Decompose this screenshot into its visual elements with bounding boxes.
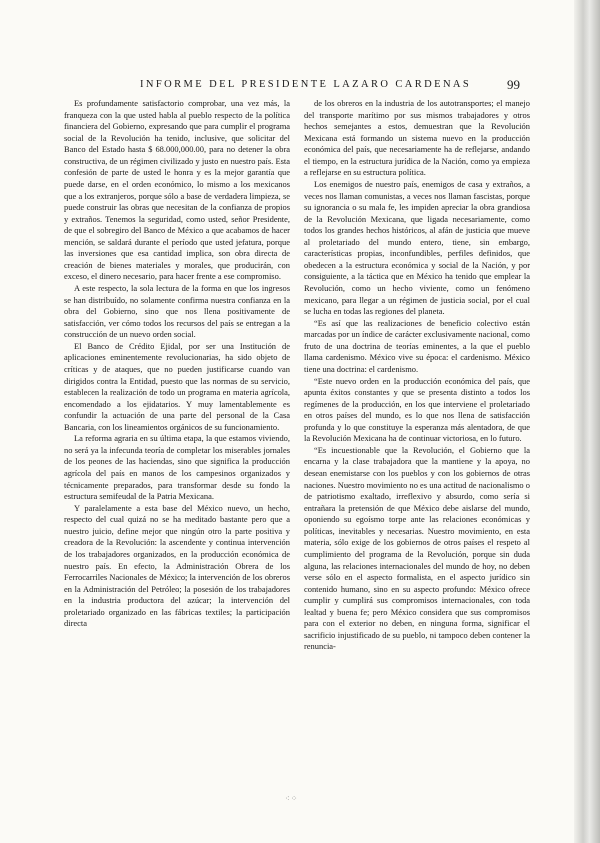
paragraph: “Es incuestionable que la Revolución, el Gobierno que la encarna y la clase trabajadora que la mantiene y la apoya, no desean enemistarse con los pueblos y con los gobiernos de otras naciones. Nuestro movimiento no es una actitud de nacionalismo o de patriotismo exaltado, irreflexivo y absurdo, como sería si entrañara la pretensión de que México debe aislarse del mundo, oponiendo su egoísmo torpe ante las relaciones económicas y políticas, inevitables y necesarias. Nuestro movimiento, en esta materia, sólo exige de los gobiernos de otros países el respeto al cumplimiento del programa de la Revolución, porque sin duda alguna, las relaciones internacionales del mundo de hoy, no deben verse sólo en el aspecto formalista, en el aspecto jurídico sin contenido humano, sino en su aspecto profundo: México ofrece cumplir y cumplirá sus compromisos internacionales, con toda lealtad y buena fe; pero México considera que sus compromisos para con el exterior no deben, en ninguna forma, significar el sacrificio injustificado de su pueblo, ni tampoco deben contener la renuncia- <box>304 444 530 652</box>
page-number: 99 <box>507 77 520 92</box>
left-column <box>64 98 290 630</box>
header-title: INFORME DEL PRESIDENTE LAZARO CARDENAS <box>140 79 472 90</box>
paragraph: La reforma agraria en su última etapa, la que estamos viviendo, no será ya la infecunda teoría de completar los miserables jornales de los peones de las haciendas, sino que significa la producción agrícola del país en manos de los campesinos organizados y técnicamente preparados, para transformar desde su fondo la estructura semifeudal de la Patria Mexicana. <box>64 433 290 502</box>
paragraph: de los obreros en la industria de los autotransportes; el manejo del transporte marítimo por sus mismos trabajadores y otros hechos semejantes a estos, demuestran que la Revolución Mexicana está formando un sistema nuevo en la producción económica del país, que necesariamente ha de reflejarse, andando el tiempo, en la estructura jurídica de la Nación, como ya empieza a reflejarse en su estructura política. <box>304 98 530 178</box>
running-header <box>140 79 540 90</box>
right-column <box>304 98 530 653</box>
paragraph: El Banco de Crédito Ejidal, por ser una Institución de aplicaciones eminentemente revolucionarias, ha sido objeto de críticas y de ataques, que no pueden justificarse cuando van dirigidos contra la Entidad, puesto que las normas de su servicio, establecen la realización de todo un programa en materia agrícola, encomendado a los ejidatarios. Y muy lamentablemente es confundir la actuación de una parte del personal de la Casa Bancaria, con los lineamientos orgánicos de su funcionamiento. <box>64 340 290 432</box>
paragraph: Los enemigos de nuestro país, enemigos de casa y extraños, a veces nos llaman comunistas, a veces nos llaman fascistas, porque su ignorancia o su mala fe, les impiden apreciar la obra grandiosa de la Revolución Mexicana, que ligada necesariamente, como todos los grandes hechos históricos, al afán de justicia que mueve al proletariado del mundo entero, tiene, sin embargo, características propias, inconfundibles, perfiles definidos, que obedecen a la estructura económica y social de la Nación, y por consiguiente, a la táctica que en México ha tenido que emplear la Revolución, como un hecho viviente, como un fenómeno mexicano, para llegar a un régimen de justicia social, por el cual se lucha en todas las regiones del planeta. <box>304 178 530 317</box>
paragraph: Y paralelamente a esta base del México nuevo, un hecho, respecto del cual quizá no se ha meditado bastante pero que a nuestro juicio, define mejor que ningún otro la parte positiva y creadora de la Revolución: la ascendente y continua intervención de los trabajadores organizados, en la producción económica de nuestro país. En efecto, la Administración Obrera de los Ferrocarriles Nacionales de México; la intervención de los obreros en la Administración del Petróleo; la posesión de los trabajadores en la industria productora del azúcar; la intervención del proletariado organizado en las fábricas textiles; la participación directa <box>64 502 290 629</box>
paragraph: “Es así que las realizaciones de beneficio colectivo están marcadas por un índice de carácter exclusivamente nacional, como fruto de una doctrina de teorías eminentes, a la que el pueblo llama cardenismo. México vive su época: el cardenismo. México tiene una doctrina: el cardenismo. <box>304 317 530 374</box>
paragraph: A este respecto, la sola lectura de la forma en que los ingresos se han distribuído, no solamente confirma nuestra confianza en la obra del Gobierno, sino que nos llena positivamente de satisfacción, ver cómo todos los recursos del país se entregan a la construcción de un nuevo orden social. <box>64 283 290 340</box>
scan-smudge: ⁖⁘ <box>285 794 299 803</box>
paragraph: Es profundamente satisfactorio comprobar, una vez más, la franqueza con la que usted habla al pueblo respecto de la política financiera del Gobierno, expresando que para cumplir el programa social de la Revolución ha tenido, inclusive, que solicitar del Banco del Estado hasta $ 68.000,000.00, para no detener la obra constructiva, de un régimen civilizado y justo en nuestro país. Esta confesión de parte de usted le honra y es la mejor garantía que puede darse, en el orden económico, lo mismo a los mexicanos que a los extranjeros, porque sólo a base de verdadera limpieza, se puede construir las obras que necesitan de la confianza de propios y extraños. Tenemos la seguridad, como usted, señor Presidente, de que el sobregiro del Banco de México a que acabamos de hacer mención, se saldará durante el período que usted jefatura, porque las inversiones que esa cantidad implica, son obra directa de creación de bienes materiales y morales, que producirán, con exceso, el dinero necesario, para hacer frente a ese compromiso. <box>64 98 290 282</box>
page-edge-shadow <box>574 0 600 843</box>
paragraph: “Este nuevo orden en la producción económica del país, que apunta éxitos constantes y que se presenta distinto a todos los regímenes de la producción, en los que interviene el proletariado en otros países del mundo, es lo que nos llena de satisfacción profunda y lo que constituye la esperanza más alentadora, de que la Revolución Mexicana ha de continuar victoriosa, en lo futuro. <box>304 375 530 444</box>
